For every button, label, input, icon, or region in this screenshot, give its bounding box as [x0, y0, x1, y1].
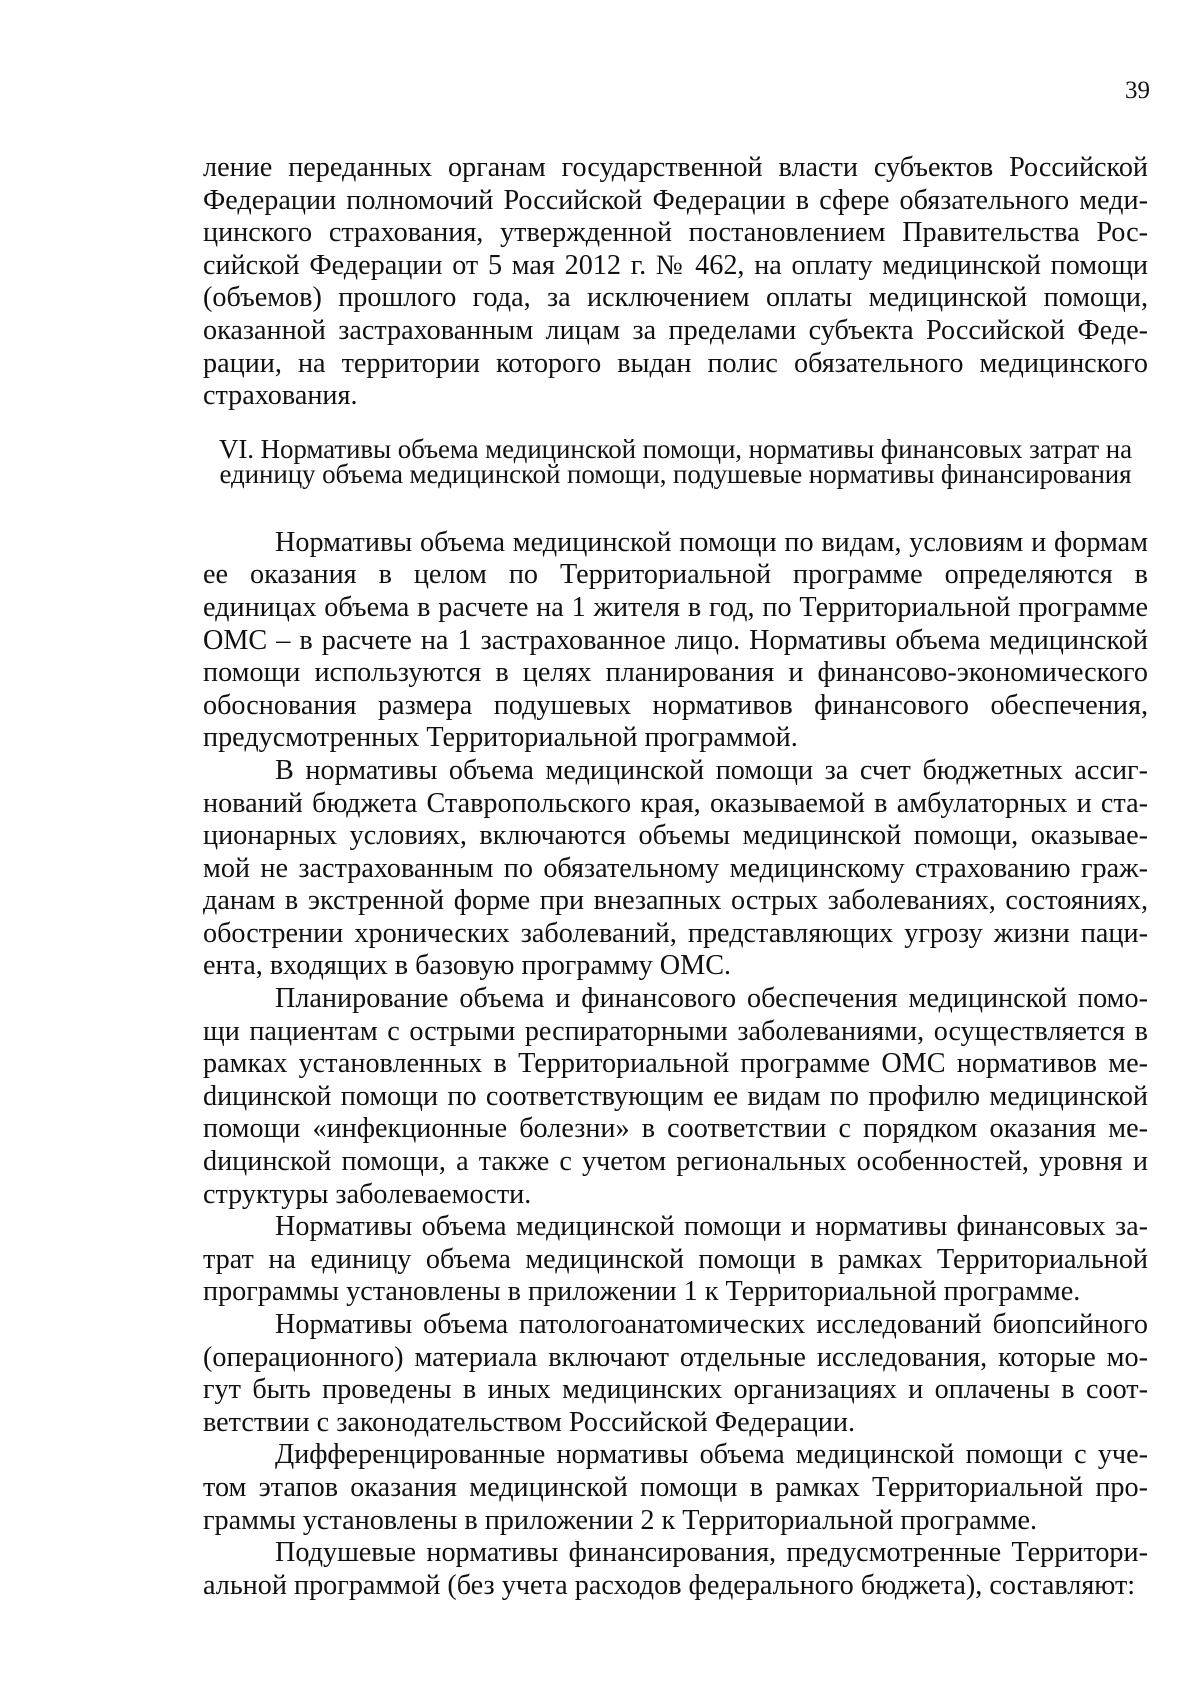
page-number: 39: [1125, 77, 1150, 104]
continuation-paragraph: ление переданных органам государственной власти субъектов Российской Федерации полномочий Российской Федерации в сфере обязательного медицинского страхования, утвержденной постановлением Правительства Российской Федерации от 5 мая 2012 г. № 462, на оплату медицинской помощи (объемов) прошлого года, за исключением оплаты медицинской помощи, оказанной застрахованным лицам за пределами субъекта Российской Федерации, на территории которого выдан полис обязательного медицинского страхования.: [203, 152, 1148, 412]
paragraph-respiratory-planning: Планирование объема и финансового обеспечения медицинской помощи пациентам с острыми респираторными заболеваниями, осуществляется в рамках установленных в Территориальной программе ОМС нормативов меdицинской помощи по соответствующим ее видам по профилю медицинской помощи «инфекционные болезни» в соответствии с порядком оказания меdицинской помощи, а также с учетом региональных особенностей, уровня и структуры заболеваемости.: [203, 983, 1148, 1210]
paragraph-per-capita-standards: Подушевые нормативы финансирования, предусмотренные Территориальной программой (без учета расходов федерального бюджета), составляют:: [203, 1537, 1148, 1601]
paragraph-appendix-2: Дифференцированные нормативы объема медицинской помощи с учетом этапов оказания медицинской помощи в рамках Территориальной программы установлены в приложении 2 к Территориальной программе.: [203, 1439, 1148, 1536]
paragraph-volume-standards: Нормативы объема медицинской помощи по видам, условиям и формам ее оказания в целом по Территориальной программе определяются в единицах объема в расчете на 1 жителя в год, по Территориальной программе ОМС – в расчете на 1 застрахованное лицо. Нормативы объема медицинской помощи используются в целях планирования и финансово-экономического обоснования размера подушевых нормативов финансового обеспечения, предусмотренных Территориальной программой.: [203, 526, 1148, 754]
section-title: VI. Нормативы объема медицинской помощи, нормативы финансовых затрат на единицу объема медицинской помощи, подушевые нормативы финансирования: [218, 433, 1133, 489]
paragraph-budget-allocations: В нормативы объема медицинской помощи за счет бюджетных ассигнований бюджета Ставропольского края, оказываемой в амбулаторных и стационарных условиях, включаются объемы медицинской помощи, оказываемой не застрахованным по обязательному медицинскому страхованию гражданам в экстренной форме при внезапных острых заболеваниях, состояниях, обострении хронических заболеваний, представляющих угрозу жизни пациента, входящих в базовую программу ОМС.: [203, 754, 1148, 982]
paragraph-pathology-research: Нормативы объема патологоанатомических исследований биопсийного (операционного) материала включают отдельные исследования, которые могут быть проведены в иных медицинских организациях и оплачены в соответствии с законодательством Российской Федерации.: [203, 1309, 1148, 1438]
document-body: [203, 152, 1148, 1602]
paragraph-appendix-1: Нормативы объема медицинской помощи и нормативы финансовых затрат на единицу объема медицинской помощи в рамках Территориальной программы установлены в приложении 1 к Территориальной программе.: [203, 1211, 1148, 1308]
